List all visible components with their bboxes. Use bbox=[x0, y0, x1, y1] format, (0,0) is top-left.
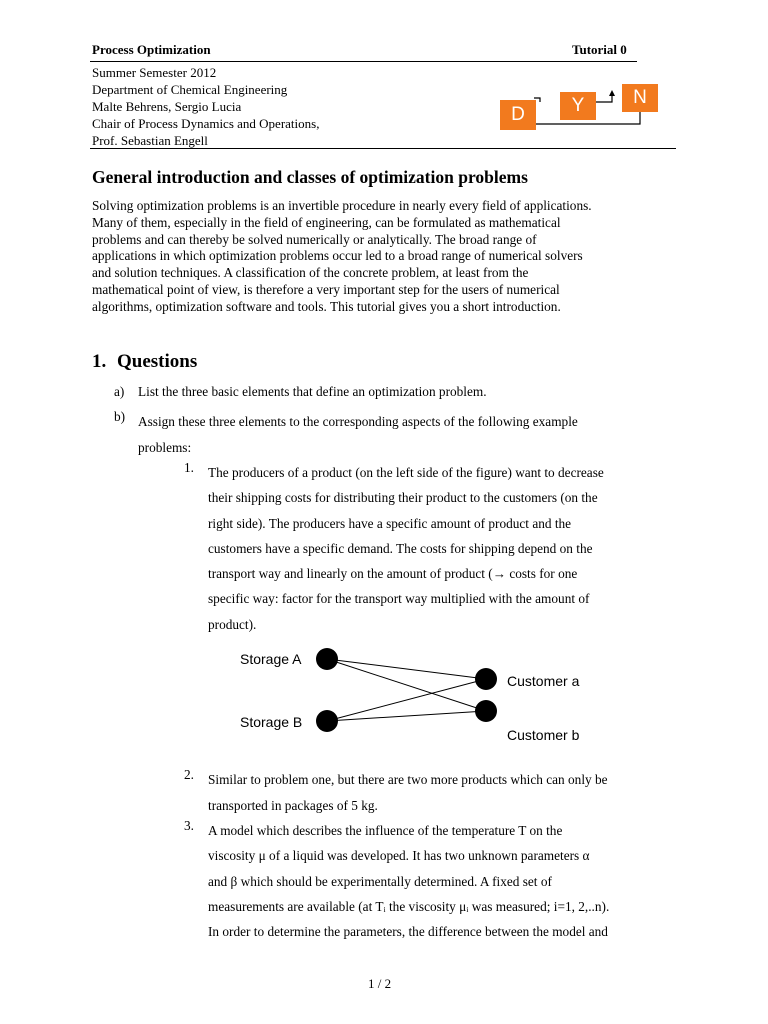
edge-b-b bbox=[327, 711, 486, 721]
intro-line: algorithms, optimization software and tools. This tutorial gives you a short introduction. bbox=[92, 298, 561, 314]
logo-d: D bbox=[500, 100, 536, 130]
question-b-line: Assign these three elements to the corresponding aspects of the following example bbox=[138, 414, 578, 429]
problem-3-line: In order to determine the parameters, the difference between the model and bbox=[208, 924, 608, 940]
problem-1-text bbox=[208, 460, 604, 637]
problem-3-marker: 3. bbox=[184, 818, 194, 833]
problem-1-line: product). bbox=[208, 616, 257, 632]
customer-a-label: Customer a bbox=[507, 673, 580, 689]
course-title: Process Optimization bbox=[92, 42, 211, 57]
problem-2-text bbox=[208, 767, 608, 818]
header-info bbox=[92, 64, 319, 149]
problem-3-text bbox=[208, 818, 609, 944]
transport-network bbox=[300, 640, 520, 740]
customer-a-node bbox=[475, 668, 497, 690]
storage-b-node bbox=[316, 710, 338, 732]
header-rule-top bbox=[90, 61, 637, 62]
intro-line: Solving optimization problems is an invertible procedure in nearly every field of applications. bbox=[92, 198, 592, 213]
intro-line: Many of them, especially in the field of engineering, can be formulated as mathematical bbox=[92, 214, 561, 230]
question-a-marker: a) bbox=[114, 384, 125, 399]
question-b-line: problems: bbox=[138, 439, 192, 455]
header-rule-bottom bbox=[90, 148, 676, 149]
intro-line: mathematical point of view, is therefore a very important step for the users of numerical bbox=[92, 281, 560, 297]
intro-paragraph bbox=[92, 198, 692, 316]
problem-3-line: A model which describes the influence of the temperature T on the bbox=[208, 823, 563, 838]
authors: Malte Behrens, Sergio Lucia bbox=[92, 99, 242, 114]
problem-1-line: right side). The producers have a specific amount of product and the bbox=[208, 515, 572, 531]
section-number: 1. bbox=[92, 351, 107, 372]
chair: Chair of Process Dynamics and Operations, bbox=[92, 116, 320, 131]
logo-y: Y bbox=[560, 92, 596, 120]
problem-3-line: measurements are available (at Tᵢ the viscosity μᵢ was measured; i=1, 2,..n). bbox=[208, 898, 610, 914]
problem-1-line: customers have a specific demand. The costs for shipping depend on the bbox=[208, 540, 593, 556]
tutorial-label: Tutorial 0 bbox=[572, 42, 627, 57]
intro-line: applications in which optimization problems occur led to a broad range of numerical solvers bbox=[92, 248, 583, 264]
problem-3-line: and β which should be experimentally determined. A fixed set of bbox=[208, 873, 552, 889]
problem-2-line: Similar to problem one, but there are two more products which can only be bbox=[208, 772, 608, 787]
intro-line: problems and can thereby be solved numerically or analytically. The broad range of bbox=[92, 231, 537, 247]
problem-2-marker: 2. bbox=[184, 767, 194, 782]
intro-line: and solution techniques. A classification of the concrete problem, at least from the bbox=[92, 265, 529, 281]
question-a-text: List the three basic elements that define an optimization problem. bbox=[138, 384, 487, 399]
customer-b-node bbox=[475, 700, 497, 722]
question-b-text bbox=[138, 409, 578, 460]
problem-2-line: transported in packages of 5 kg. bbox=[208, 797, 378, 813]
section-heading bbox=[92, 351, 197, 373]
department: Department of Chemical Engineering bbox=[92, 82, 288, 97]
problem-3-line: viscosity μ of a liquid was developed. It has two unknown parameters α bbox=[208, 848, 590, 864]
storage-a-node bbox=[316, 648, 338, 670]
problem-1-line: The producers of a product (on the left side of the figure) want to decrease bbox=[208, 465, 604, 480]
customer-b-label: Customer b bbox=[507, 727, 580, 743]
problem-1-marker: 1. bbox=[184, 460, 194, 475]
storage-b-label: Storage B bbox=[240, 714, 303, 730]
professor: Prof. Sebastian Engell bbox=[92, 133, 208, 148]
problem-1-line: transport way and linearly on the amount of product (→ costs for one bbox=[208, 566, 578, 582]
page-number: 1 / 2 bbox=[368, 976, 392, 991]
storage-a-label: Storage A bbox=[240, 651, 302, 667]
question-b-marker: b) bbox=[114, 409, 126, 424]
problem-1-line: specific way: factor for the transport way multiplied with the amount of bbox=[208, 591, 590, 607]
problem-1-line: their shipping costs for distributing their product to the customers (on the bbox=[208, 490, 598, 506]
logo-n: N bbox=[622, 84, 658, 112]
section-title: Questions bbox=[117, 351, 198, 372]
semester: Summer Semester 2012 bbox=[92, 65, 217, 80]
edge-a-a bbox=[327, 659, 486, 679]
page-title: General introduction and classes of optimization problems bbox=[92, 167, 528, 187]
